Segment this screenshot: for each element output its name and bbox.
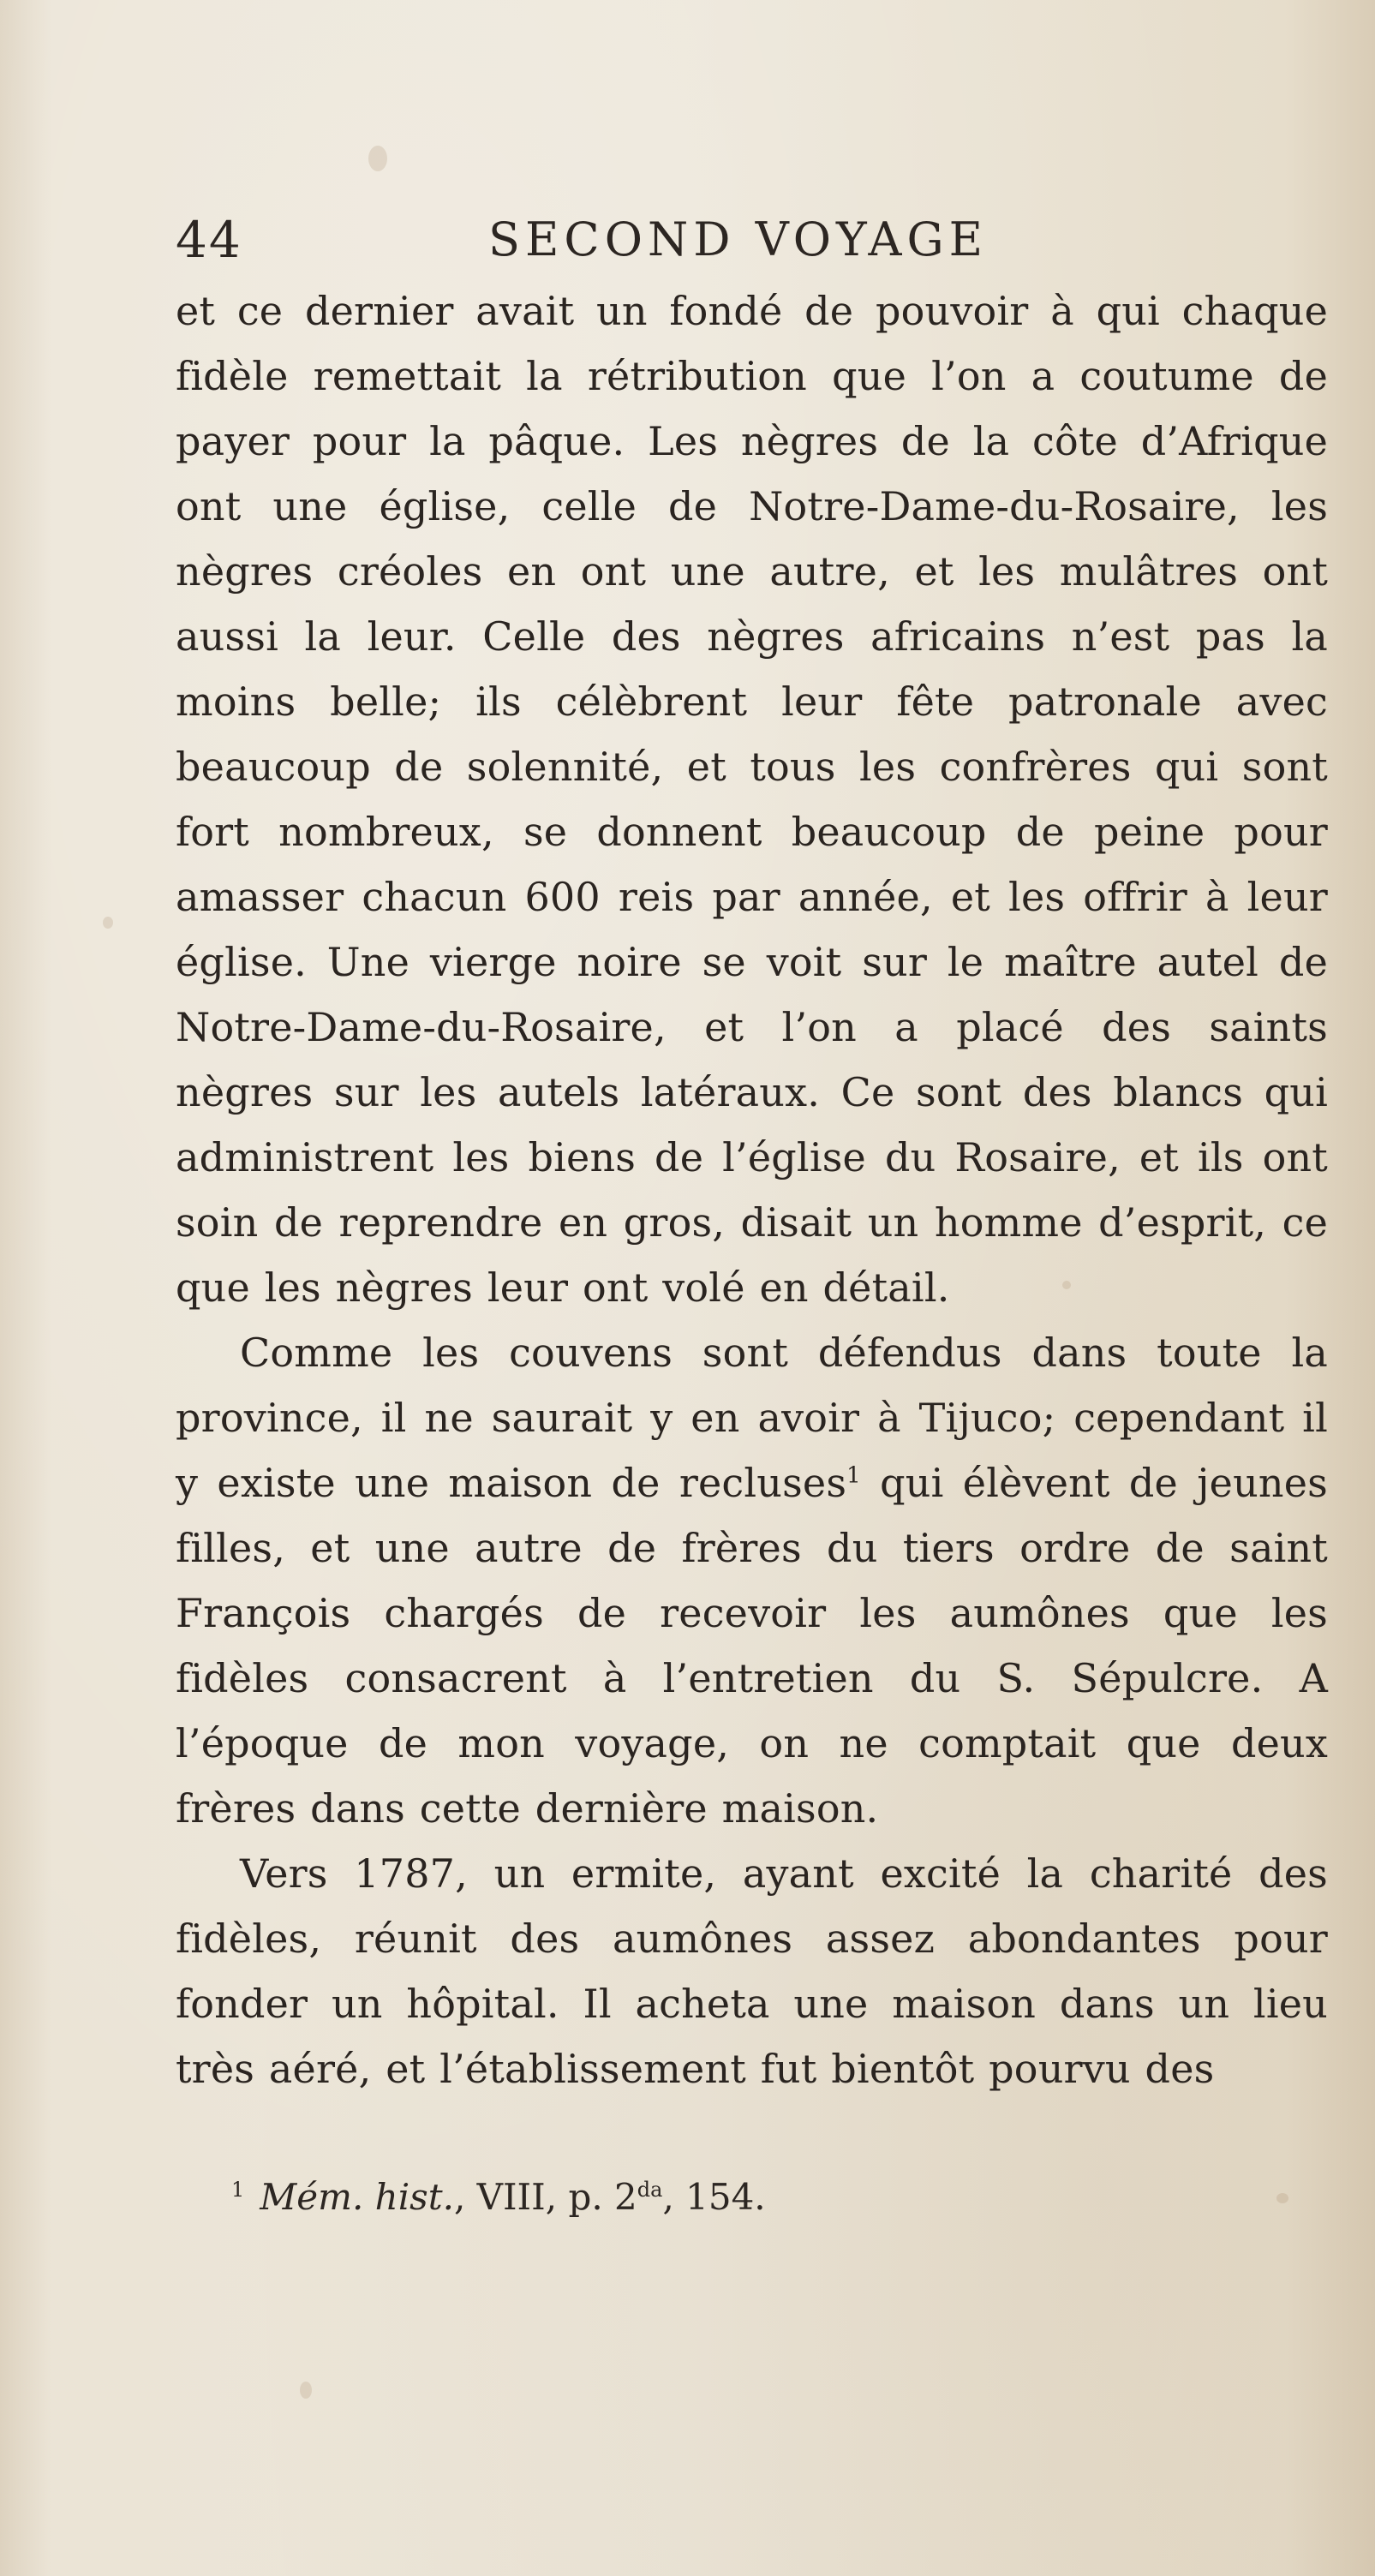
footnote-title: Mém. hist. — [260, 2176, 454, 2218]
page-header — [176, 210, 1328, 278]
footnote — [231, 2172, 1259, 2223]
running-head: SECOND VOYAGE — [488, 212, 989, 266]
paragraph-2-text-a: Comme les couvens sont défendus dans toute la province, il ne saurait y en avoir à Tijuco; cependant il y existe une maison de recluses — [176, 1330, 1328, 1506]
footnote-mark: 1 — [231, 2178, 245, 2202]
paragraph-2-text-b: qui élèvent de jeunes filles, et une autre de frères du tiers ordre de saint François chargés de recevoir les aumônes que les fidèles consacrent à l’entretien du S. Sépulcre. A l’époque de mon voyage, on ne comptait que deux frères dans cette dernière maison. — [176, 1460, 1328, 1832]
footnote-text-a: , VIII, p. 2 — [453, 2176, 637, 2218]
footnote-reference: 1 — [846, 1462, 861, 1489]
page-number: 44 — [176, 211, 242, 269]
paragraph-3: Vers 1787, un ermite, ayant excité la charité des fidèles, réunit des aumônes assez abondantes pour fonder un hôpital. Il acheta une maison dans un lieu très aéré, et l’établissement fut bientôt pourvu des — [176, 1850, 1328, 2092]
foxing-spot — [300, 2382, 312, 2399]
foxing-spot — [368, 146, 387, 171]
foxing-spot — [103, 917, 113, 929]
foxing-spot — [1276, 2193, 1288, 2203]
footnote-text-b: , 154. — [662, 2176, 766, 2218]
footnote-superscript: da — [637, 2178, 663, 2202]
paragraph-1: et ce dernier avait un fondé de pouvoir à qui chaque fidèle remettait la rétribution que l’on a coutume de payer pour la pâque. Les nègres de la côte d’Afrique ont une église, celle de Notre-Dame-du-Rosaire, les nègres créoles en ont une autre, et les mulâtres ont aussi la leur. Celle des nègres africains n’est pas la moins belle; ils célèbrent leur fête patronale avec beaucoup de solennité, et tous les confrères qui sont fort nombreux, se donnent beaucoup de peine pour amasser chacun 600 reis par année, et les offrir à leur église. Une vierge noire se voit sur le maître autel de Notre-Dame-du-Rosaire, et l’on a placé des saints nègres sur les autels latéraux. Ce sont des blancs qui administrent les biens de l’église du Rosaire, et ils ont soin de reprendre en gros, disait un homme d’esprit, ce que les nègres leur ont volé en détail. — [176, 288, 1328, 1311]
paragraph-2 — [176, 1320, 1328, 1841]
body-text — [176, 278, 1328, 2101]
